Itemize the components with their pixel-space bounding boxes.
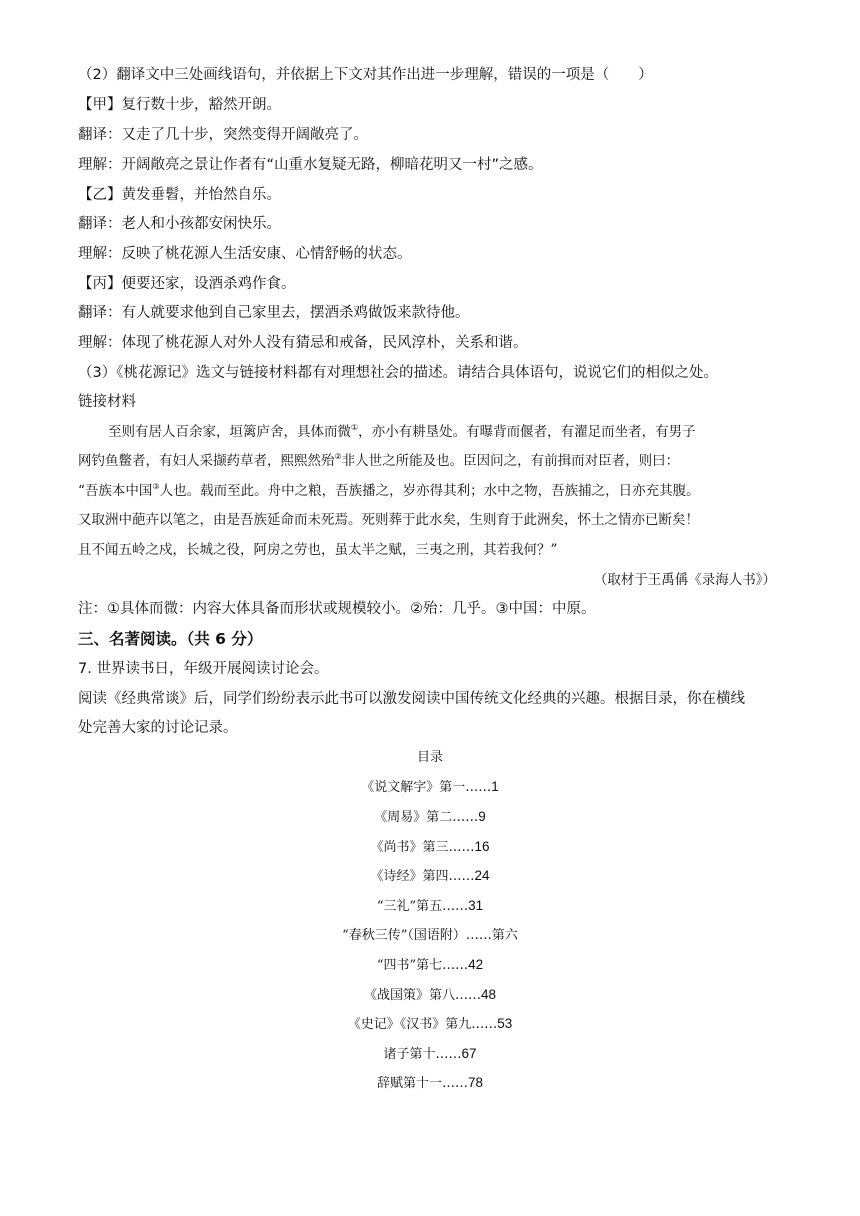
section-heading: 三、名著阅读。（共 6 分） — [78, 630, 263, 648]
passage-source: （取材于王禹偁《录海人书》） — [593, 572, 776, 588]
toc-entry: 辞赋第十一……78 — [376, 1075, 484, 1091]
q2-item-jia-understanding: 理解：开阔敞亮之景让作者有“山重水复疑无路，柳暗花明又一村”之感。 — [78, 157, 543, 173]
note-ref-2: ② — [334, 451, 342, 461]
q7-intro-line-1: 阅读《经典常谈》后，同学们纷纷表示此书可以激发阅读中国传统文化经典的兴趣。根据目录，你在横线 — [78, 691, 745, 707]
q2-item-jia-label: 【甲】复行数十步，豁然开朗。 — [78, 97, 281, 113]
note-ref-3: ③ — [152, 481, 160, 491]
passage-line-2: 网钓鱼鳖者，有妇人采撷药草者，熙熙然殆②非人世之所能及也。臣因问之，有前揖而对臣者，则曰： — [78, 451, 680, 469]
footnotes: 注：①具体而微：内容大体具备而形状或规模较小。②殆：几乎。③中国：中原。 — [78, 601, 596, 617]
q2-stem: （2）翻译文中三处画线语句，并依据上下文对其作出进一步理解，错误的一项是（ ） — [78, 67, 653, 83]
passage-line-4: 又取洲中葩卉以笔之，由是吾族延命而未死焉。死则葬于此水矣，生则育于此洲矣，怀土之情亦已断矣！ — [78, 512, 699, 528]
toc-entry: 《诗经》第四……24 — [370, 868, 490, 884]
passage-line-3: “吾族本中国③人也。载而至此。舟中之粮，吾族播之，岁亦得其利；水中之物，吾族捕之，日亦充其腹。 — [78, 481, 700, 499]
passage-line-1: 至则有居人百余家，垣篱庐舍，具体而微①，亦小有耕垦处。有曝背而偃者，有濯足而坐者，有男子 — [108, 422, 696, 440]
q2-item-bing-label: 【丙】便要还家，设酒杀鸡作食。 — [78, 276, 296, 292]
toc-entry: “春秋三传”（国语附）……第六 — [342, 928, 518, 943]
toc-title: 目录 — [416, 750, 443, 765]
q2-item-bing-understanding: 理解：体现了桃花源人对外人没有猜忌和戒备，民风淳朴，关系和谐。 — [78, 335, 528, 351]
toc-entry: “三礼”第五……31 — [376, 898, 484, 914]
toc-entry: 《说文解字》第一……1 — [361, 779, 499, 795]
passage-line-5: 且不闻五岭之戍，长城之役，阿房之劳也，虽太半之赋，三夷之刑，其若我何？” — [78, 542, 558, 558]
material-title: 链接材料 — [78, 394, 136, 410]
q7-intro-line-2: 处完善大家的讨论记录。 — [78, 720, 238, 736]
q7-stem: 7. 世界读书日，年级开展阅读讨论会。 — [78, 661, 329, 677]
q2-item-yi-label: 【乙】黄发垂髫，并怡然自乐。 — [78, 187, 281, 203]
q2-item-bing-translation: 翻译：有人就要求他到自己家里去，摆酒杀鸡做饭来款待他。 — [78, 305, 470, 321]
toc-entry: 《史记》《汉书》第九……53 — [347, 1016, 513, 1032]
toc-entry: “四书”第七……42 — [376, 957, 484, 973]
toc-entry: 《战国策》第八……48 — [363, 987, 497, 1003]
q2-item-yi-translation: 翻译：老人和小孩都安闲快乐。 — [78, 216, 281, 232]
q2-item-yi-understanding: 理解：反映了桃花源人生活安康、心情舒畅的状态。 — [78, 246, 412, 262]
toc-entry: 《尚书》第三……16 — [370, 839, 490, 855]
toc-entry: 诸子第十……67 — [383, 1046, 477, 1062]
q2-item-jia-translation: 翻译：又走了几十步，突然变得开阔敞亮了。 — [78, 127, 368, 143]
toc-entry: 《周易》第二……9 — [374, 809, 486, 825]
q3-stem: （3）《桃花源记》选文与链接材料都有对理想社会的描述。请结合具体语句，说说它们的相似之处。 — [78, 365, 718, 381]
note-ref-1: ① — [351, 422, 359, 432]
